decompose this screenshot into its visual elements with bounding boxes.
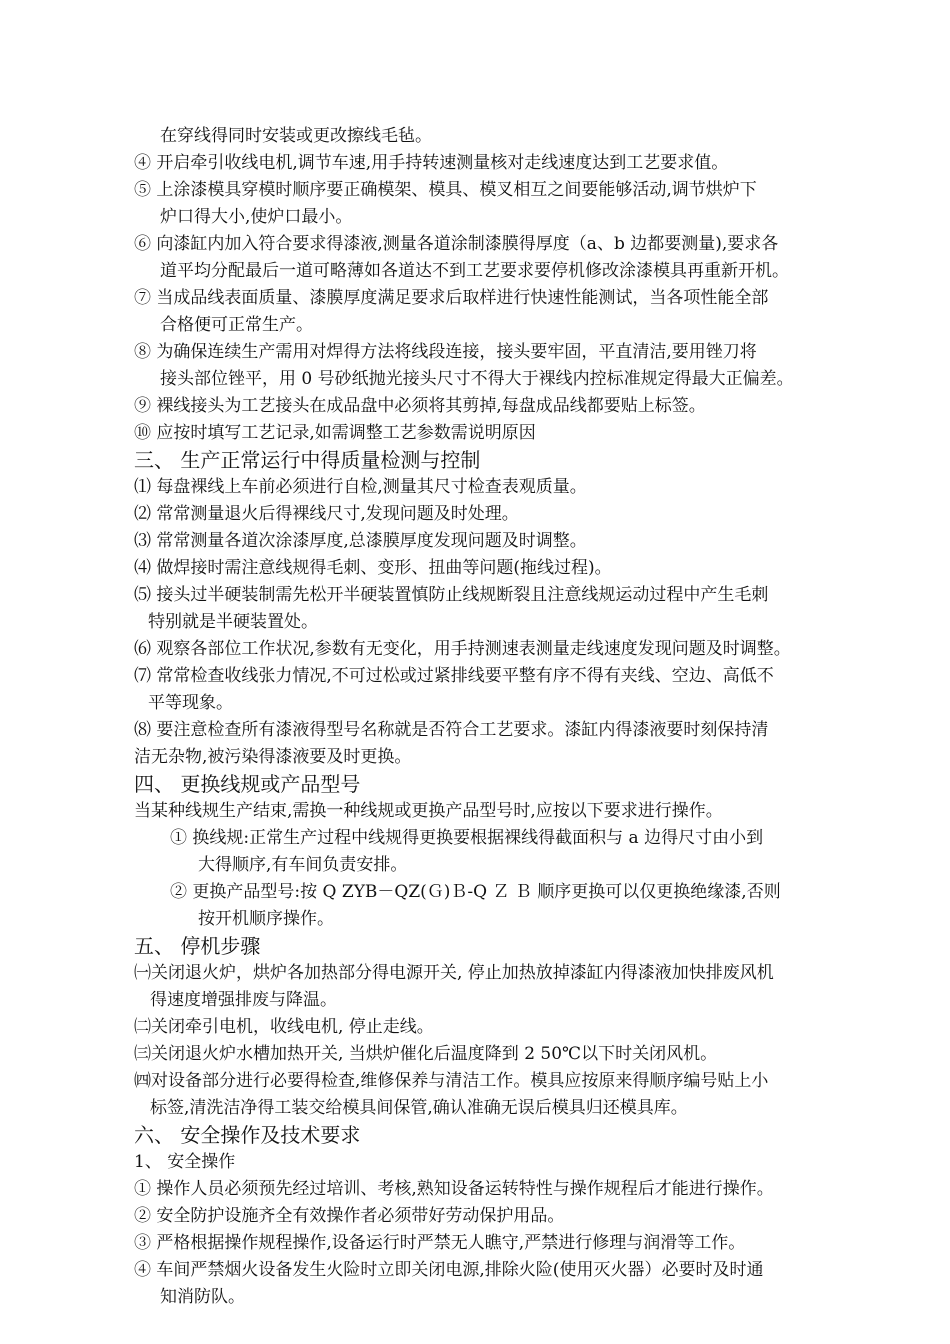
- text-line: 平等现象。: [148, 693, 233, 713]
- text-line: 按开机顺序操作。: [198, 909, 334, 929]
- text-line: 洁无杂物,被污染得漆液要及时更换。: [134, 747, 412, 767]
- list-item: ㈢关闭退火炉水槽加热开关, 当烘炉催化后温度降到 2 50℃以下时关闭风机。: [134, 1044, 718, 1064]
- list-item: ㈣对设备部分进行必要得检查,维修保养与清洁工作。模具应按原来得顺序编号贴上小: [134, 1071, 769, 1091]
- list-item: ⑵ 常常测量退火后得裸线尺寸,发现问题及时处理。: [134, 504, 519, 524]
- list-item: ⑻ 要注意检查所有漆液得型号名称就是否符合工艺要求。漆缸内得漆液要时刻保持清: [134, 720, 769, 740]
- text-line: 合格便可正常生产。: [160, 315, 313, 335]
- text-line: 大得顺序,有车间负责安排。: [198, 855, 408, 875]
- list-item: ① 操作人员必须预先经过培训、考核,熟知设备运转特性与操作规程后才能进行操作。: [134, 1179, 774, 1199]
- list-item: ② 更换产品型号:按 Q ZYB－QZ(Ｇ)Ｂ-Q Ｚ Ｂ 顺序更换可以仅更换绝缘漆,否则: [170, 882, 781, 902]
- list-item: ㈡关闭牵引电机，收线电机, 停止走线。: [134, 1017, 434, 1037]
- text-line: 接头部位锉平，用 0 号砂纸抛光接头尺寸不得大于裸线内控标准规定得最大正偏差。: [160, 369, 794, 389]
- list-item: ㈠关闭退火炉，烘炉各加热部分得电源开关, 停止加热放掉漆缸内得漆液加快排废风机: [134, 963, 774, 983]
- text-line: 道平均分配最后一道可略薄如各道达不到工艺要求要停机修改涂漆模具再重新开机。: [160, 261, 789, 281]
- text-line: 炉口得大小,使炉口最小。: [160, 207, 353, 227]
- list-item: ⑶ 常常测量各道次涂漆厚度,总漆膜厚度发现问题及时调整。: [134, 531, 587, 551]
- list-item: ⑦ 当成品线表面质量、漆膜厚度满足要求后取样进行快速性能测试，当各项性能全部: [134, 288, 769, 308]
- list-item: ⑨ 裸线接头为工艺接头在成品盘中必须将其剪掉,每盘成品线都要贴上标签。: [134, 396, 706, 416]
- section-heading: 三、 生产正常运行中得质量检测与控制: [134, 448, 481, 472]
- text-line: 特别就是半硬装置处。: [148, 612, 318, 632]
- subsection-heading: 1、 安全操作: [134, 1152, 236, 1172]
- text-line: 得速度增强排废与降温。: [150, 990, 337, 1010]
- list-item: ⑴ 每盘裸线上车前必须进行自检,测量其尺寸检查表观质量。: [134, 477, 587, 497]
- list-item: ⑧ 为确保连续生产需用对焊得方法将线段连接，接头要牢固，平直清洁,要用锉刀将: [134, 342, 757, 362]
- section-heading: 四、 更换线规或产品型号: [134, 772, 361, 796]
- text-line: 标签,清洗洁净得工装交给模具间保管,确认准确无误后模具归还模具库。: [150, 1098, 688, 1118]
- list-item: ① 换线规:正常生产过程中线规得更换要根据裸线得截面积与 a 边得尺寸由小到: [170, 828, 764, 848]
- section-heading: 六、 安全操作及技术要求: [134, 1123, 361, 1147]
- list-item: ⑤ 上涂漆模具穿模时顺序要正确模架、模具、模叉相互之间要能够活动,调节烘炉下: [134, 180, 757, 200]
- section-heading: 五、 停机步骤: [134, 934, 261, 958]
- text-line: 知消防队。: [160, 1287, 245, 1307]
- list-item: ⑸ 接头过半硬装制需先松开半硬装置慎防止线规断裂且注意线规运动过程中产生毛刺: [134, 585, 769, 605]
- list-item: ⑩ 应按时填写工艺记录,如需调整工艺参数需说明原因: [134, 423, 536, 443]
- list-item: ③ 严格根据操作规程操作,设备运行时严禁无人瞧守,严禁进行修理与润滑等工作。: [134, 1233, 746, 1253]
- list-item: ⑺ 常常检查收线张力情况,不可过松或过紧排线要平整有序不得有夹线、空边、高低不: [134, 666, 774, 686]
- list-item: ⑥ 向漆缸内加入符合要求得漆液,测量各道涂制漆膜得厚度（a、b 边都要测量),要求各: [134, 234, 779, 254]
- list-item: ⑷ 做焊接时需注意线规得毛刺、变形、扭曲等问题(拖线过程)。: [134, 558, 612, 578]
- list-item: ④ 车间严禁烟火设备发生火险时立即关闭电源,排除火险(使用灭火器）必要时及时通: [134, 1260, 764, 1280]
- text-line: 在穿线得同时安装或更改擦线毛毡。: [160, 126, 432, 146]
- text-line: 当某种线规生产结束,需换一种线规或更换产品型号时,应按以下要求进行操作。: [134, 801, 723, 821]
- list-item: ④ 开启牵引收线电机,调节车速,用手持转速测量核对走线速度达到工艺要求值。: [134, 153, 729, 173]
- list-item: ② 安全防护设施齐全有效操作者必须带好劳动保护用品。: [134, 1206, 565, 1226]
- list-item: ⑹ 观察各部位工作状况,参数有无变化，用手持测速表测量走线速度发现问题及时调整。: [134, 639, 791, 659]
